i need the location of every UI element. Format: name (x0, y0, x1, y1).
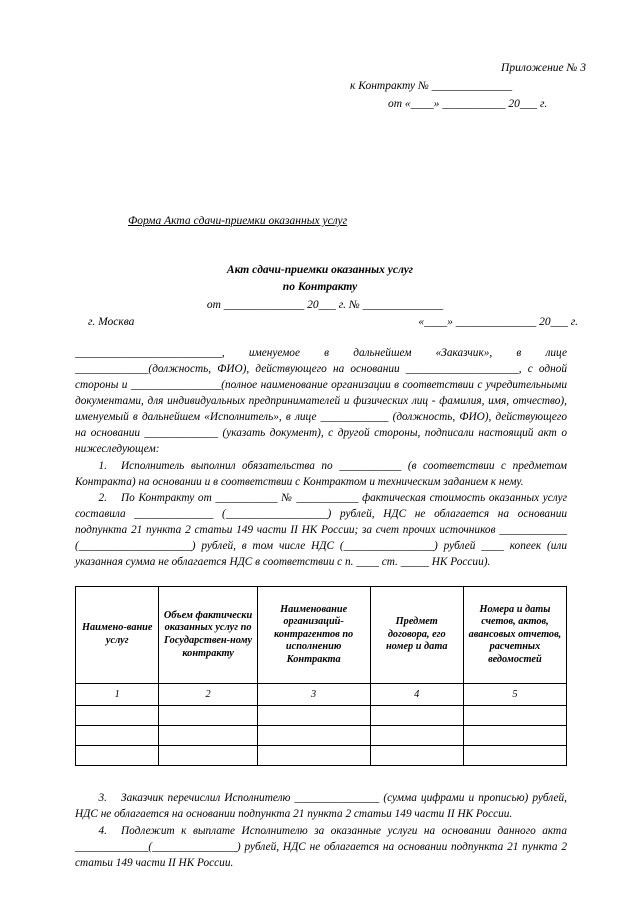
table-row[interactable] (76, 726, 567, 746)
table-cell[interactable] (463, 726, 566, 746)
city-date-row (88, 316, 588, 328)
paragraph-3 (75, 790, 567, 822)
table-number-cell-3: 3 (257, 684, 370, 706)
table-cell[interactable] (76, 706, 159, 726)
appendix-date-line: от «____» ___________ 20___ г. (388, 97, 548, 110)
table-number-cell-1: 1 (76, 684, 159, 706)
table-header-cell-3: Наименование организаций-контрагентов по исполнению Контракта (257, 587, 370, 684)
table-cell[interactable] (257, 706, 370, 726)
document-title-line3: от ______________ 20___ г. № ______________ (206, 298, 444, 311)
appendix-header (260, 60, 590, 113)
paragraph-2-number: 2. (98, 492, 107, 505)
table-cell[interactable] (257, 746, 370, 766)
document-body (75, 345, 567, 571)
table-cell[interactable] (370, 746, 463, 766)
table-cell[interactable] (257, 726, 370, 746)
table-cell[interactable] (76, 726, 159, 746)
document-date: «____» ______________ 20___ г. (418, 316, 578, 328)
paragraph-4 (75, 823, 567, 871)
table-cell[interactable] (463, 706, 566, 726)
paragraph-1-number: 1. (98, 459, 107, 472)
table-cell[interactable] (159, 726, 257, 746)
table-row[interactable] (76, 746, 567, 766)
table-header-cell-4: Предмет договора, его номер и дата (370, 587, 463, 684)
table-number-row (76, 684, 567, 706)
table-cell[interactable] (370, 706, 463, 726)
table-number-cell-2: 2 (159, 684, 257, 706)
table-cell[interactable] (159, 706, 257, 726)
paragraph-1-text: Исполнитель выполнил обязательства по ___________ (в соответствии с предметом Контракта) на основании и в соответствии с Контрактом и техническим заданием к нему. (75, 459, 567, 488)
appendix-contract-line: к Контракту № ______________ (350, 79, 513, 92)
document-body-tail (75, 790, 567, 872)
table-header-cell-2: Объем фактически оказанных услуг по Государствен-ному контракту (159, 587, 257, 684)
table-cell[interactable] (159, 746, 257, 766)
appendix-number: Приложение № 3 (501, 62, 586, 74)
document-title (0, 262, 640, 314)
document-title-line2: по Контракту (282, 281, 358, 294)
table-cell[interactable] (463, 746, 566, 766)
paragraph-parties: __________________________, именуемое в дальнейшем «Заказчик», в лице _____________(должность, ФИО), действующего на основании ____________________, с одной стороны и ________________(полное наименование организации в соответствии с учредительными документами, для индивидуальных предпринимателей и физических лиц - фамилия, имя, отчество), именуемый в дальнейшем «Исполнитель», в лице ____________ (должность, ФИО), действующего на основании _____________ (указать документ), с другой стороны, подписали настоящий акт о нижеследующем: (75, 347, 567, 456)
document-title-line1: Акт сдачи-приемки оказанных услуг (226, 264, 414, 276)
table-cell[interactable] (370, 726, 463, 746)
paragraph-3-text: Заказчик перечислил Исполнителю _______________ (сумма цифрами и прописью) рублей, НДС не облагается на основании подпункта 21 пункта 2 статьи 149 части II НК России. (75, 792, 567, 821)
paragraph-4-text: Подлежит к выплате Исполнителю за оказанные услуги на основании данного акта _____________(_______________) рублей, НДС не облагается на основании подпункта 21 пункта 2 статьи 149 части II НК России. (75, 825, 567, 870)
paragraph-2 (75, 490, 567, 570)
table-header-cell-1: Наимено-вание услуг (76, 587, 159, 684)
paragraph-1 (75, 458, 567, 490)
services-table (75, 586, 567, 766)
paragraph-4-number: 4. (98, 825, 107, 838)
table-header-cell-5: Номера и даты счетов, актов, авансовых отчетов, расчетных ведомостей (463, 587, 566, 684)
table-number-cell-5: 5 (463, 684, 566, 706)
city-label: г. Москва (88, 316, 135, 328)
table-row[interactable] (76, 706, 567, 726)
table-header-row (76, 587, 567, 684)
table-cell[interactable] (76, 746, 159, 766)
table-number-cell-4: 4 (370, 684, 463, 706)
paragraph-3-number: 3. (98, 792, 107, 804)
form-title: Форма Акта сдачи-приемки оказанных услуг (128, 215, 348, 227)
paragraph-2-text: По Контракту от ___________ № ___________ фактическая стоимость оказанных услуг составила ______________ (__________________) рублей, НДС не облагается на основании подпункта 21 пункта 2 статьи 149 части II НК России; за счет прочих источников ____________ (____________________) рублей, в том числе НДС (________________) рублей ____ копеек (или указанная сумма не облагается НДС в соответствии с п. ____ ст. _____ НК России). (75, 492, 567, 569)
